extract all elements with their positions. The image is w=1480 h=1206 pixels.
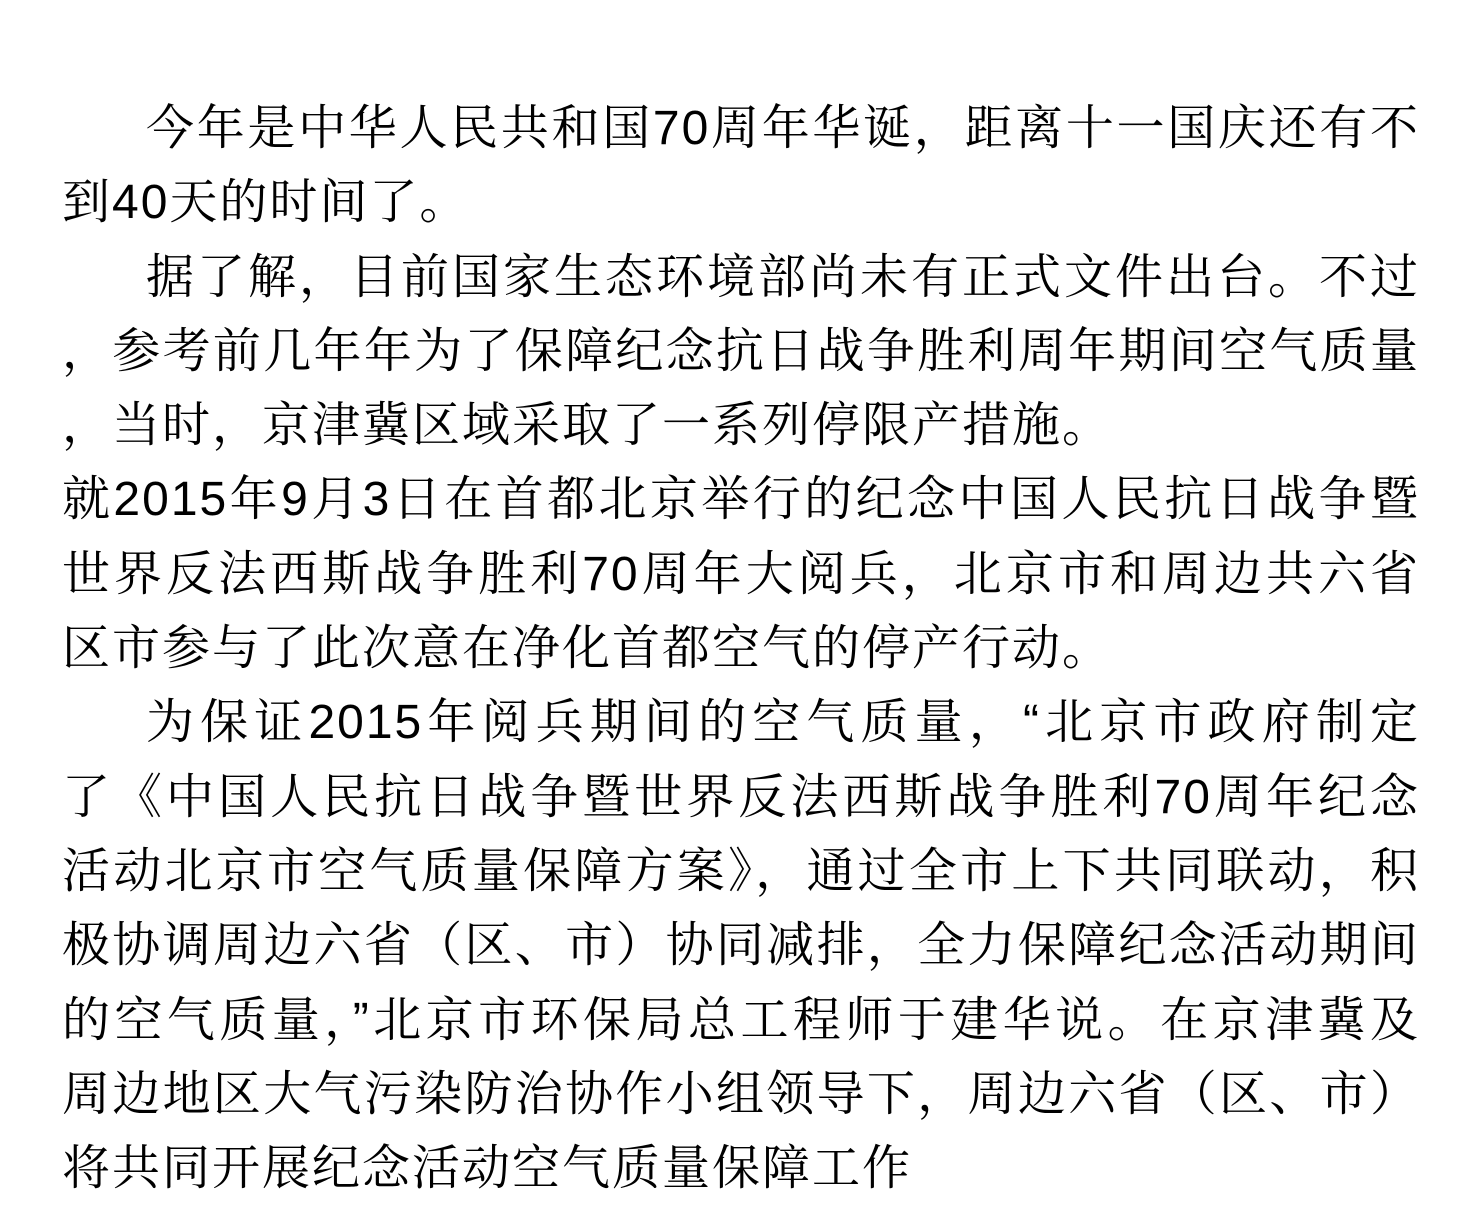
text-line: 为保证2015年阅兵期间的空气质量，“北京市政府制定 (146, 696, 1420, 750)
text-line: 今年是中华人民共和国70周年华诞，距离十一国庆还有不 (146, 102, 1420, 155)
text-line: ，参考前几年年为了保障纪念抗日战争胜利周年期间空气质量 (62, 324, 1420, 378)
text-line: 到40天的时间了。 (62, 176, 470, 230)
text-line: 世界反法西斯战争胜利70周年大阅兵，北京市和周边共六省 (62, 547, 1420, 601)
article-text (62, 92, 1420, 1206)
text-line: 将共同开展纪念活动空气质量保障工作 (62, 1142, 913, 1196)
text-line: 周边地区大气污染防治协作小组领导下，周边六省（区、市） (62, 1067, 1420, 1121)
text-line: 活动北京市空气质量保障方案》，通过全市上下共同联动，积 (62, 844, 1420, 898)
text-line: 就2015年9月3日在首都北京举行的纪念中国人民抗日战争暨 (62, 473, 1420, 527)
text-line: 了《中国人民抗日战争暨世界反法西斯战争胜利70周年纪念 (62, 770, 1420, 824)
text-line: 极协调周边六省（区、市）协同减排，全力保障纪念活动期间 (62, 919, 1420, 973)
text-line: 区市参与了此次意在净化首都空气的停产行动。 (62, 622, 1113, 676)
text-line: 的空气质量，”北京市环保局总工程师于建华说。在京津冀及 (62, 993, 1420, 1047)
text-line: 据了解，目前国家生态环境部尚未有正式文件出台。不过 (146, 250, 1420, 304)
text-line: ，当时，京津冀区域采取了一系列停限产措施。 (62, 399, 1113, 453)
